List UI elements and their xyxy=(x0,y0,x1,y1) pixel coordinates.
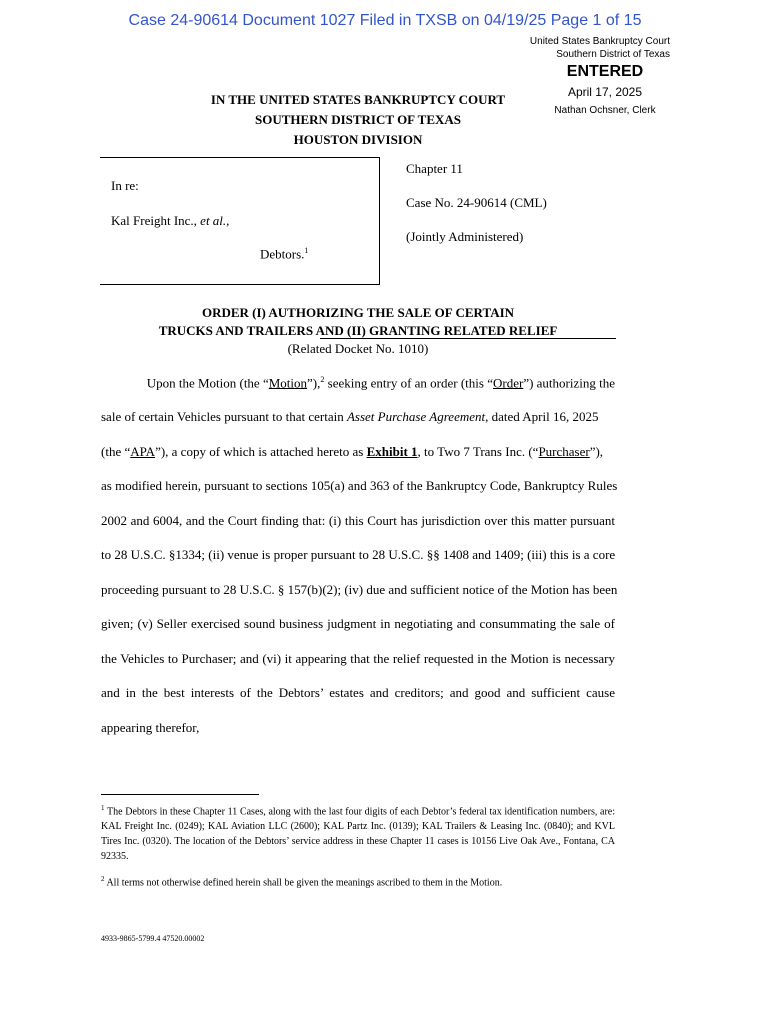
body-line-7: proceeding pursuant to 28 U.S.C. § 157(b)(2); (iv) due and sufficient notice of the Motion has been xyxy=(101,582,618,597)
related-docket: (Related Docket No. 1010) xyxy=(287,341,429,356)
order-title xyxy=(100,304,616,358)
footnote-rule xyxy=(101,794,259,795)
body-line-8: given; (v) Seller exercised sound business judgment in negotiating and consummating the sale of xyxy=(101,616,615,631)
footnote-ref-2[interactable]: 2 xyxy=(320,375,325,384)
court-caption xyxy=(180,90,536,150)
case-number: Case No. 24-90614 (CML) xyxy=(406,195,547,210)
title-rule xyxy=(320,338,616,339)
entered-clerk: Nathan Ochsner, Clerk xyxy=(554,105,656,116)
entered-stamp xyxy=(540,63,670,116)
body-line-11: appearing therefor, xyxy=(101,720,200,735)
filing-header-stamp: Case 24-90614 Document 1027 Filed in TXSB on 04/19/25 Page 1 of 15 xyxy=(128,12,642,29)
body-line-2: sale of certain Vehicles pursuant to that certain Asset Purchase Agreement, dated April 16, 2025 xyxy=(101,409,599,424)
footnote-ref-1[interactable]: 1 xyxy=(304,246,309,255)
body-line-4: as modified herein, pursuant to sections 105(a) and 363 of the Bankruptcy Code, Bankruptcy Rules xyxy=(101,478,618,493)
court-stamp xyxy=(500,35,670,61)
in-re-label: In re: xyxy=(111,178,139,193)
entered-date: April 17, 2025 xyxy=(567,85,643,99)
body-line-3: (the “APA”), a copy of which is attached hereto as Exhibit 1, to Two 7 Trans Inc. (“Purchaser”), xyxy=(101,444,604,459)
title-line-1: ORDER (I) AUTHORIZING THE SALE OF CERTAIN xyxy=(201,305,515,320)
title-line-2: TRUCKS AND TRAILERS AND (II) GRANTING RELATED RELIEF xyxy=(158,323,558,338)
document-id: 4933-9865-5799.4 47520.00002 xyxy=(101,934,205,943)
body-line-1: Upon the Motion (the “Motion”),$^2$ seeking entry of an order (this “Order”) authorizing the xyxy=(146,375,615,391)
chapter-label: Chapter 11 xyxy=(406,161,463,176)
body-line-5: 2002 and 6004, and the Court finding that: (i) this Court has jurisdiction over this matter pursuant xyxy=(101,513,615,528)
footnote-1: $^1$ The Debtors in these Chapter 11 Cases, along with the last four digits of each Debtor’s federal tax identification numbers, are: KAL Freight Inc. (0249); KAL Aviation LLC (2600); KAL Partz Inc. (0139); KAL Trailers & Leasing Inc. (0840); and KVL Tires Inc. (0320). The location of the Debtors’ service address in these Chapter 11 cases is 10156 Live Oak Ave., Fontana, CA 92335. xyxy=(101,804,616,863)
debtors-label: Debtors.$^1$ xyxy=(260,246,309,262)
court-line: IN THE UNITED STATES BANKRUPTCY COURT xyxy=(210,92,506,107)
body-line-9: the Vehicles to Purchaser; and (vi) it appearing that the relief requested in the Motion is necessary xyxy=(101,651,615,666)
stamp-district: Southern District of Texas xyxy=(556,49,670,60)
court-line: HOUSTON DIVISION xyxy=(293,132,423,147)
body-line-6: to 28 U.S.C. §1334; (ii) venue is proper pursuant to 28 U.S.C. §§ 1408 and 1409; (iii) this is a core xyxy=(101,547,616,562)
entered-label: ENTERED xyxy=(566,63,644,80)
debtor-name: Kal Freight Inc., et al., xyxy=(111,213,230,228)
court-line: SOUTHERN DISTRICT OF TEXAS xyxy=(254,112,461,127)
body-line-10: and in the best interests of the Debtors’ estates and creditors; and good and sufficient cause xyxy=(101,685,615,700)
stamp-court: United States Bankruptcy Court xyxy=(529,36,670,47)
exhibit-1-link[interactable]: Exhibit 1 xyxy=(366,444,418,459)
footnote-2: $^2$ All terms not otherwise defined herein shall be given the meanings ascribed to them in the Motion. xyxy=(101,875,503,889)
jointly-administered: (Jointly Administered) xyxy=(406,229,524,244)
